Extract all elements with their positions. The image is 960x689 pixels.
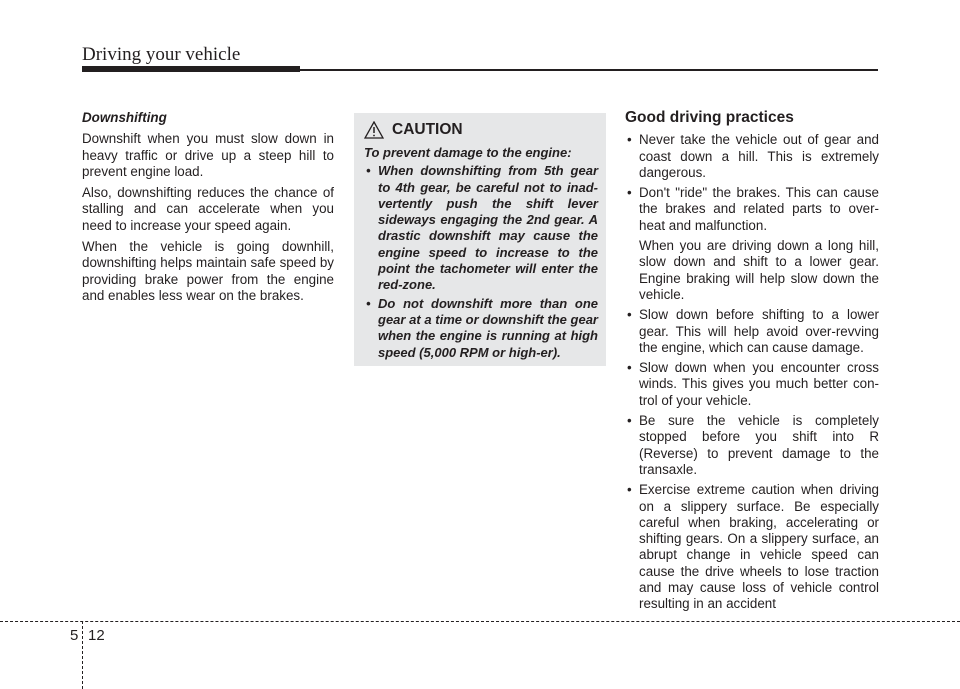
practice-item-6-text: • Exercise extreme caution when driving on a slippery surface. Be especially careful when braking, accelerating or shifting gears. On a slippery surface, an abrupt change in vehicle speed can cause the drive wheels to lose traction and may cause loss of vehicle control resulting in an accident (639, 482, 879, 612)
practice-item-2 (625, 185, 879, 303)
practice-item-2-extra: When you are driving down a long hill, slow down and shift to a lower gear. Engine braking will help slow down the vehicle. (639, 238, 879, 302)
caution-header (364, 121, 598, 139)
page-number: 12 (88, 627, 105, 644)
caution-box (354, 113, 606, 366)
practice-item-5 (625, 413, 879, 478)
practice-item-1 (625, 132, 879, 181)
caution-list (364, 163, 598, 361)
chapter-number: 5 (70, 627, 79, 644)
downshifting-paragraph-1: Downshift when you must slow down in heavy traffic or drive up a steep hill to prevent engine load. (82, 131, 334, 179)
practice-item-2-text: • Don't "ride" the brakes. This can cause the brakes and related parts to over-heat and malfunction. (639, 185, 879, 233)
header-rule-thick (82, 66, 300, 72)
caution-item-1: • When downshifting from 5th gear to 4th gear, be careful not to inad-vertently push the shift lever sideways engaging the 2nd gear. A drastic downshift may cause the engine speed to increase to the point the tachometer will enter the red-zone. (364, 163, 598, 293)
downshifting-paragraph-3: When the vehicle is going downhill, downshifting helps maintain safe speed by providing brake power from the engine and enables less wear on the brakes. (82, 239, 334, 303)
caution-title: CAUTION (392, 121, 463, 138)
practice-item-3-text: • Slow down before shifting to a lower gear. This will help avoid over-revving the engine, which can cause damage. (639, 307, 879, 355)
downshifting-section (82, 110, 334, 309)
footer-dashed-rule (0, 621, 960, 622)
practice-item-4-text: • Slow down when you encounter cross winds. This gives you much better con-trol of your vehicle. (639, 360, 879, 408)
downshifting-paragraph-2: Also, downshifting reduces the chance of stalling and can accelerate when you need to increase your speed again. (82, 185, 334, 233)
caution-item-2: • Do not downshift more than one gear at a time or downshift the gear when the engine is running at high speed (5,000 RPM or high-er). (364, 296, 598, 361)
footer-dashed-divider (82, 621, 83, 689)
good-driving-practices-section (625, 110, 879, 617)
practice-item-1-text: • Never take the vehicle out of gear and coast down a hill. This is extremely dangerous. (639, 132, 879, 180)
practice-item-4 (625, 360, 879, 409)
practices-title: Good driving practices (625, 109, 794, 126)
warning-triangle-icon (364, 121, 384, 139)
practices-list (625, 132, 879, 612)
caution-intro: To prevent damage to the engine: (364, 145, 572, 160)
practice-item-5-text: • Be sure the vehicle is completely stopped before you shift into R (Reverse) to prevent damage to the transaxle. (639, 413, 879, 477)
header-rule-thin (300, 69, 878, 71)
downshifting-heading: Downshifting (82, 110, 167, 125)
header-title: Driving your vehicle (82, 44, 241, 65)
practice-item-3 (625, 307, 879, 356)
practice-item-6 (625, 482, 879, 612)
